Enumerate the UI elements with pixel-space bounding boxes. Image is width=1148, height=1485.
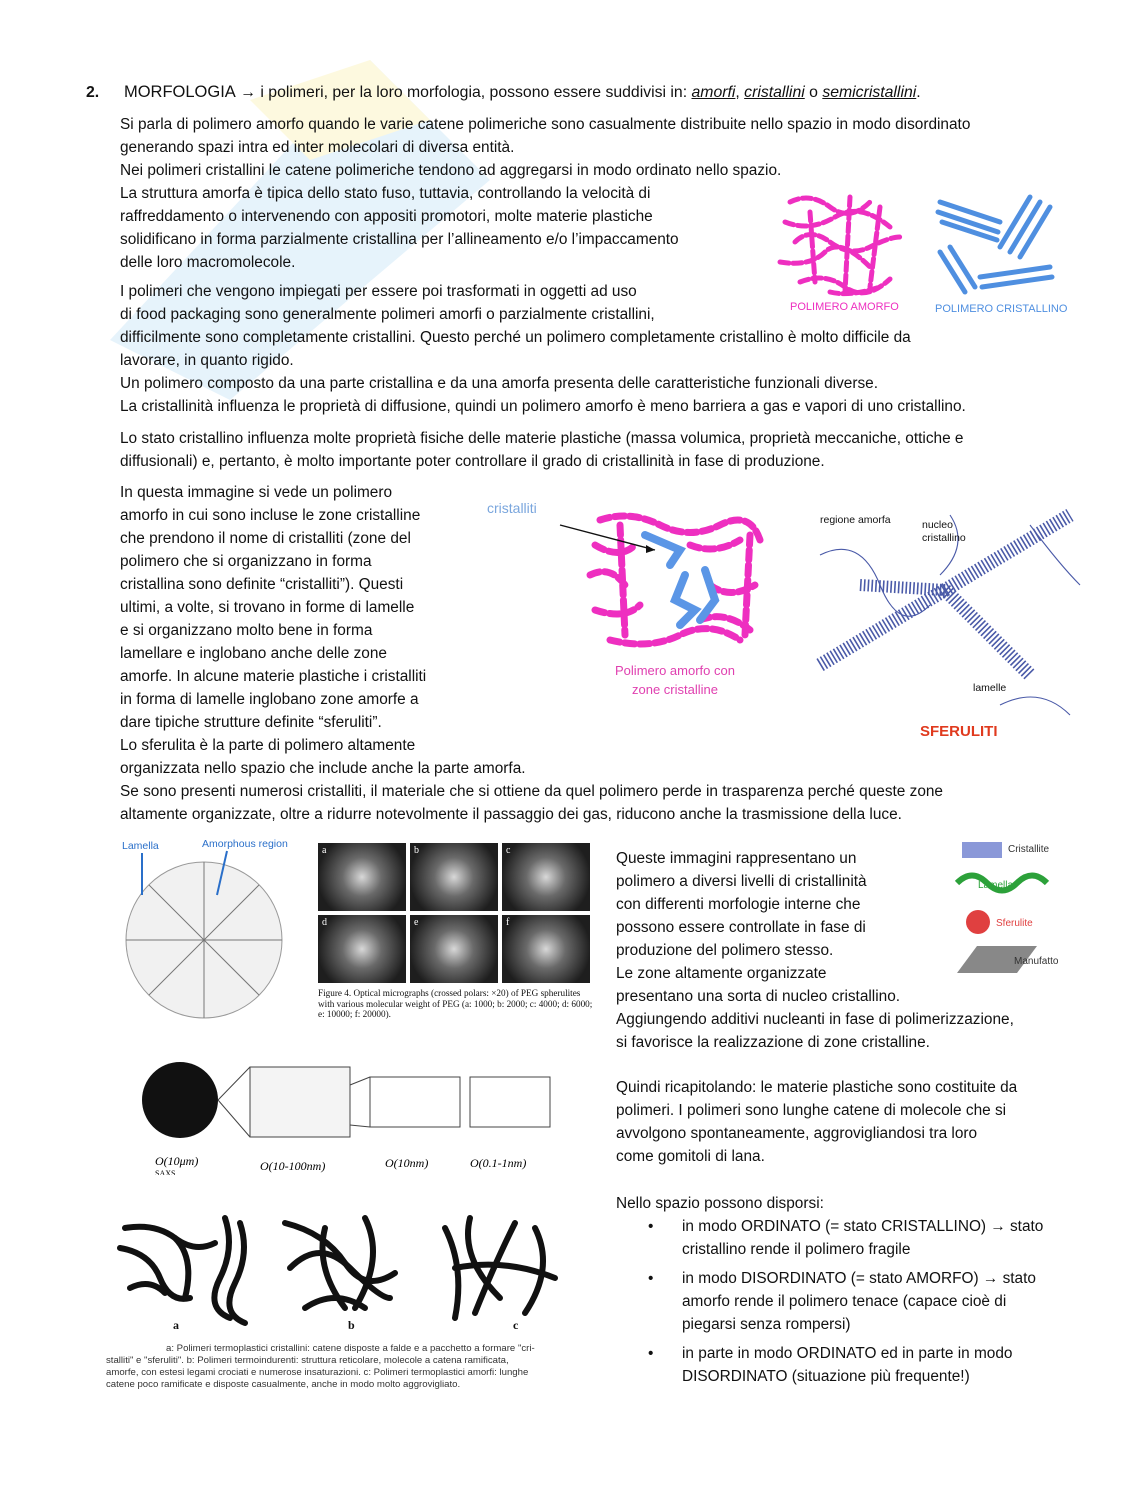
separator: ,: [735, 84, 745, 101]
paragraph-food-packaging: [120, 280, 1080, 418]
text-line: altamente organizzate, oltre a ridurre notevolmente il passaggio dei gas, riducono anche la trasmissione della luce.: [120, 806, 902, 823]
paragraph-trasparenza: [120, 780, 1080, 826]
label-nucleo: nucleo: [922, 519, 953, 531]
figure-hierarchy: [952, 838, 1082, 978]
micrograph-panel: [410, 915, 498, 983]
micrograph-panel: [410, 843, 498, 911]
scale-10nm: O(10nm): [385, 1156, 429, 1170]
label-sferulite: Sferulite: [996, 918, 1033, 929]
text-line: di food packaging sono generalmente polimeri amorfi o parzialmente cristallini,: [120, 306, 655, 323]
term-semicristallini: semicristallini: [822, 84, 917, 101]
text-line: amorfe. In alcune materie plastiche i cristalliti: [120, 668, 427, 685]
caption-zone-cristalline: zone cristalline: [632, 682, 718, 697]
text-line: In questa immagine si vede un polimero: [120, 484, 393, 501]
figure-optical-micrographs: [318, 843, 598, 1020]
scale-10um: O(10μm): [155, 1154, 199, 1168]
text-line: diffusionali) e, pertanto, è molto importante poter controllare il grado di cristallinità in fase di produzione.: [120, 453, 825, 470]
text-line: in forma di lamelle inglobano zone amorfe a: [120, 691, 419, 708]
section-intro: i polimeri, per la loro morfologia, possono essere suddivisi in:: [260, 84, 692, 101]
bullet-dot-icon: •: [648, 1345, 654, 1362]
cristallino-chains: [938, 197, 1052, 292]
label-lamella: Lamella: [122, 840, 159, 852]
panel-c: c: [513, 1318, 519, 1332]
label-regione-amorfa: regione amorfa: [820, 514, 891, 526]
label-manufatto: Manufatto: [1014, 956, 1059, 967]
micrograph-panel: [318, 915, 406, 983]
micrograph-letter: d: [322, 917, 327, 928]
chains-a: [120, 1218, 245, 1323]
caption-line: stalliti" e "sferuliti". b: Polimeri termoindurenti: struttura reticolare, molecole a catena ramificata,: [106, 1355, 509, 1366]
chains-b: [285, 1218, 395, 1308]
micrograph-caption: Figure 4. Optical micrographs (crossed polars: ×20) of PEG spherulites with various molecular weight of PEG (a: 1000; b: 2000; c: 4000; d: 6000; e: 10000; f: 20000).: [318, 988, 593, 1019]
text-line: avvolgono spontaneamente, aggrovigliandosi tra loro: [616, 1125, 978, 1142]
chains-c: [445, 1218, 555, 1318]
text-line: polimero che si organizzano in forma: [120, 553, 372, 570]
text-line: Queste immagini rappresentano un: [616, 850, 857, 867]
text-line: La cristallinità influenza le proprietà di diffusione, quindi un polimero amorfo è meno barriera a gas e vapori di uno cristallino.: [120, 398, 966, 415]
text-line: Se sono presenti numerosi cristalliti, il materiale che si ottiene da quel polimero perde in trasparenza perché queste zone: [120, 783, 943, 800]
text-line: lamellare e inglobano anche delle zone: [120, 645, 387, 662]
section-heading-line: [86, 81, 1086, 104]
label-amorphous-region: Amorphous region: [202, 838, 288, 850]
label-polimero-cristallino: POLIMERO CRISTALLINO: [935, 303, 1068, 315]
term-cristallini: cristallini: [744, 84, 805, 101]
text-line: possono essere controllate in fase di: [616, 919, 866, 936]
text-line: si favorisce la realizzazione di zone cristalline.: [616, 1034, 930, 1051]
label-lamelle: lamelle: [973, 682, 1007, 694]
micrograph-letter: a: [322, 845, 327, 856]
text-line: cristallina sono definite “cristalliti”). Questi: [120, 576, 404, 593]
paragraph-stato-cristallino: [120, 427, 1080, 473]
text-line: dare tipiche strutture definite “sferuliti”.: [120, 714, 382, 731]
text-line: polimero a diversi livelli di cristallinità: [616, 873, 867, 890]
text-line: e si organizzano molto bene in forma: [120, 622, 373, 639]
label-cristallite: Cristallite: [1008, 844, 1050, 855]
text-line: La struttura amorfa è tipica dello stato fuso, tuttavia, controllando la velocità di: [120, 185, 651, 202]
label-lamella-small: Lamella: [978, 880, 1014, 891]
micrograph-panel: [318, 843, 406, 911]
label-saxs: SAXS: [155, 1169, 176, 1175]
text-line: cristallino rende il polimero fragile: [682, 1241, 911, 1258]
micrograph-grid: [318, 843, 598, 983]
micrograph-panel: [502, 915, 590, 983]
micrograph-letter: b: [414, 845, 419, 856]
text-line: lavorare, in quanto rigido.: [120, 352, 294, 369]
panel-b: b: [348, 1318, 355, 1332]
text-line: Quindi ricapitolando: le materie plastiche sono costituite da: [616, 1079, 1018, 1096]
text-line: presentano una sorta di nucleo cristallino.: [616, 988, 901, 1005]
text-line: amorfo rende il polimero tenace (capace cioè di: [682, 1293, 1007, 1310]
bullet-dot-icon: •: [648, 1218, 654, 1235]
lamelle-structure: [820, 515, 1080, 715]
text-line: DISORDINATO (situazione più frequente!): [682, 1368, 970, 1385]
text-line: produzione del polimero stesso.: [616, 942, 834, 959]
text-line: ultimi, a volte, si trovano in forme di lamelle: [120, 599, 415, 616]
text-line: organizzata nello spazio che include anche la parte amorfa.: [120, 760, 526, 777]
text-line: che prendono il nome di cristalliti (zone del: [120, 530, 411, 547]
unit-cell-box: [470, 1077, 550, 1127]
micrograph-letter: c: [506, 845, 511, 856]
section-heading: MORFOLOGIA: [123, 83, 236, 101]
label-cristallino: cristallino: [922, 532, 966, 544]
radial-lamellae: [126, 862, 282, 1018]
figure-spherulite-lamella: [112, 835, 302, 1020]
text-line: Un polimero composto da una parte cristallina e da una amorfa presenta delle caratteristiche funzionali diverse.: [120, 375, 878, 392]
lamellae-box: [250, 1067, 350, 1137]
term-amorfi: amorfi: [691, 84, 736, 101]
text-line: Aggiungendo additivi nucleanti in fase di polimerizzazione,: [616, 1011, 1014, 1028]
text-line: Le zone altamente organizzate: [616, 965, 827, 982]
text-line: amorfo in cui sono incluse le zone cristalline: [120, 507, 421, 524]
sferulite-circle: [966, 910, 990, 934]
micrograph-panel: [502, 843, 590, 911]
caption-line: catene poco ramificate e disposte casualmente, anche in modo molto aggrovigliato.: [106, 1379, 461, 1390]
text-line: come gomitoli di lana.: [616, 1148, 765, 1165]
figure-sferuliti: [800, 495, 1085, 745]
folded-chains-box: [370, 1077, 460, 1127]
text-line: I polimeri che vengono impiegati per essere poi trasformati in oggetti ad uso: [120, 283, 637, 300]
text-line: in modo ORDINATO (= stato CRISTALLINO) → stato: [682, 1218, 1044, 1235]
figure-scale-hierarchy: [140, 1055, 560, 1175]
scale-01-1nm: O(0.1-1nm): [470, 1156, 527, 1170]
figure-chains-abc: [115, 1208, 595, 1333]
caption-polimero-amorfo: Polimero amorfo con: [615, 663, 735, 678]
figure-chains-caption: [106, 1343, 606, 1391]
arrow-icon: →: [240, 84, 256, 101]
paragraph-amorfo: Si parla di polimero amorfo quando le varie catene polimeriche sono casualmente distribuite nello spazio in modo disordinato generando spazi intra ed inter molecolari di diversa entità.: [120, 116, 971, 156]
cristallite-block: [962, 842, 1002, 858]
text-line: polimeri. I polimeri sono lunghe catene di molecole che si: [616, 1102, 1007, 1119]
caption-line: amorfe, con estesi legami crociati e numerose insaturazioni. c: Polimeri termoplastici amorfi: lunghe: [106, 1367, 529, 1378]
period: .: [916, 84, 921, 101]
text-line: con differenti morfologie interne che: [616, 896, 861, 913]
bullet-text: [682, 1215, 1102, 1261]
bullet-dot-icon: •: [648, 1270, 654, 1287]
text-line: Lo sferulita è la parte di polimero altamente: [120, 737, 416, 754]
bullet-text: [682, 1342, 1102, 1388]
text-line: delle loro macromolecole.: [120, 254, 296, 271]
paragraph-struttura: [120, 182, 780, 274]
paragraph-nello-spazio: Nello spazio possono disporsi:: [616, 1195, 824, 1212]
separator: o: [804, 84, 823, 101]
bullet-text: [682, 1267, 1102, 1336]
amorphous-chains: [590, 516, 760, 644]
label-polimero-amorfo: POLIMERO AMORFO: [790, 301, 899, 313]
section-number: 2.: [86, 84, 100, 101]
paragraph-ricapitolando: [616, 1076, 1086, 1168]
micrograph-letter: e: [414, 917, 419, 928]
text-line: solidificano in forma parzialmente cristallina per l’allineamento e/o l’impaccamento: [120, 231, 679, 248]
text-line: Lo stato cristallino influenza molte proprietà fisiche delle materie plastiche (massa volumica, proprietà meccaniche, ottiche e: [120, 430, 964, 447]
text-line: in modo DISORDINATO (= stato AMORFO) → stato: [682, 1270, 1036, 1287]
label-cristalliti: cristalliti: [487, 500, 537, 516]
panel-a: a: [173, 1318, 179, 1332]
text-line: piegarsi senza rompersi): [682, 1316, 851, 1333]
text-line: raffreddamento o intervenendo con appositi promotori, molte materie plastiche: [120, 208, 653, 225]
caption-line: a: Polimeri termoplastici cristallini: catene disposte a falde e a pacchetto a formare "cri-: [166, 1343, 535, 1354]
figure-cristalliti: [480, 495, 780, 705]
bullet-list: [616, 1215, 1096, 1395]
spherulite-dark: [142, 1062, 218, 1138]
text-line: difficilmente sono completamente cristallini. Questo perché un polimero completamente cristallino è molto difficile da: [120, 329, 911, 346]
title-sferuliti: SFERULITI: [920, 723, 998, 740]
paragraph-cristallini: Nei polimeri cristallini le catene polimeriche tendono ad aggregarsi in modo ordinato nello spazio.: [120, 162, 782, 179]
text-line: in parte in modo ORDINATO ed in parte in modo: [682, 1345, 1013, 1362]
micrograph-letter: f: [506, 917, 510, 928]
scale-10-100nm: O(10-100nm): [260, 1159, 326, 1173]
panel-letters: [115, 1318, 595, 1334]
pointer-arrow: [560, 525, 655, 550]
